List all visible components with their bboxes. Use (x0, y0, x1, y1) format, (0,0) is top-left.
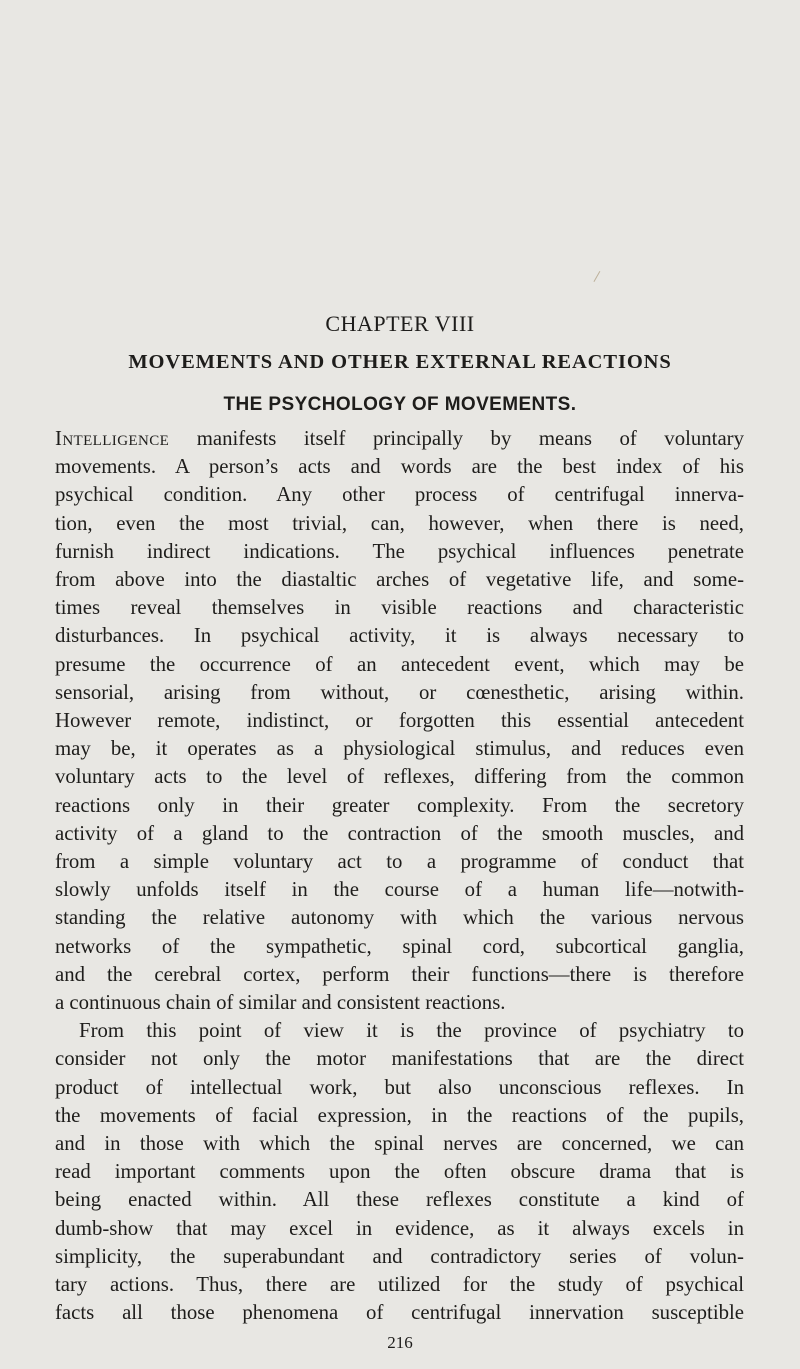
body-text (55, 425, 744, 1328)
chapter-title: MOVEMENTS AND OTHER EXTERNAL REACTIONS (128, 351, 672, 373)
opening-word: Intelligence (55, 427, 170, 450)
text-line: from above into the diastaltic arches of vegetative life, and some- (55, 568, 744, 592)
text-line: times reveal themselves in visible reactions and characteristic (55, 596, 744, 620)
page-number: 216 (387, 1333, 413, 1352)
text-line: tary actions. Thus, there are utilized for the study of psychical (55, 1273, 744, 1297)
text-line: presume the occurrence of an antecedent event, which may be (55, 652, 744, 676)
text-line: However remote, indistinct, or forgotten this essential antecedent (55, 709, 744, 733)
stray-pencil-mark (593, 271, 605, 285)
text-line: tion, even the most trivial, can, however, when there is need, (55, 511, 744, 535)
text-line: slowly unfolds itself in the course of a human life—notwith- (55, 878, 744, 902)
text-line: networks of the sympathetic, spinal cord, subcortical ganglia, (55, 934, 744, 958)
text-line-fragment: manifests itself principally by means of voluntary (169, 427, 744, 450)
text-line: from a simple voluntary act to a programme of conduct that (55, 850, 744, 874)
text-line: From this point of view it is the province of psychiatry to (79, 1019, 744, 1043)
text-line: and in those with which the spinal nerves are concerned, we can (55, 1132, 744, 1156)
section-title: THE PSYCHOLOGY OF MOVEMENTS. (223, 394, 577, 415)
text-line: and the cerebral cortex, perform their functions—there is therefore (55, 962, 744, 986)
text-line: voluntary acts to the level of reflexes, differing from the common (55, 765, 744, 789)
text-line: reactions only in their greater complexity. From the secretory (55, 793, 744, 817)
chapter-heading: CHAPTER VIII (325, 311, 475, 336)
text-line: activity of a gland to the contraction of the smooth muscles, and (55, 821, 744, 845)
text-line: furnish indirect indications. The psychical influences penetrate (55, 539, 744, 563)
text-line: facts all those phenomena of centrifugal innervation susceptible (55, 1301, 744, 1325)
text-line: the movements of facial expression, in the reactions of the pupils, (55, 1103, 744, 1127)
text-line (55, 425, 744, 453)
text-line: sensorial, arising from without, or cœnesthetic, arising within. (55, 680, 744, 704)
text-line: read important comments upon the often obscure drama that is (55, 1160, 744, 1184)
text-line: consider not only the motor manifestations that are the direct (55, 1047, 744, 1071)
text-line: being enacted within. All these reflexes constitute a kind of (55, 1188, 744, 1212)
text-line: movements. A person’s acts and words are the best index of his (55, 455, 744, 479)
text-line: psychical condition. Any other process of centrifugal innerva- (55, 483, 744, 507)
text-line: standing the relative autonomy with which the various nervous (55, 906, 744, 930)
text-line: a continuous chain of similar and consistent reactions. (55, 991, 506, 1015)
text-line: product of intellectual work, but also unconscious reflexes. In (55, 1075, 744, 1099)
text-line: disturbances. In psychical activity, it is always necessary to (55, 624, 744, 648)
text-line: dumb-show that may excel in evidence, as it always excels in (55, 1216, 744, 1240)
text-line: simplicity, the superabundant and contradictory series of volun- (55, 1244, 744, 1268)
text-line: may be, it operates as a physiological stimulus, and reduces even (55, 737, 744, 761)
